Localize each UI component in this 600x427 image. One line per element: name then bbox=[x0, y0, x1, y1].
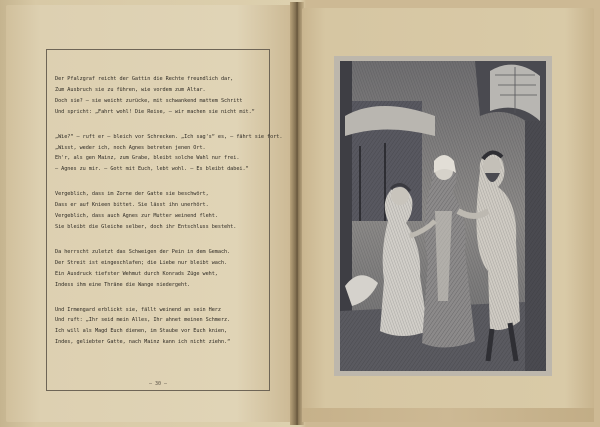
poem-line: Doch sie? — sie weicht zurücke, mit schwankend mattem Schritt bbox=[55, 97, 243, 104]
poem-line: Vergeblich, dass auch Agnes zur Mutter weinend fleht. bbox=[55, 213, 218, 220]
poem-line: Da herrscht zuletzt das Schweigen der Pein in dem Gemach. bbox=[55, 248, 231, 255]
poem-line: Und Irmengard erblickt sie, fällt weinend an sein Herz bbox=[55, 306, 221, 313]
right-page bbox=[302, 8, 594, 422]
left-page bbox=[6, 5, 294, 422]
poem-line: Ein Ausdruck tiefster Wehmut durch Konrads Züge weht, bbox=[55, 270, 218, 277]
poem-line: Vergeblich, dass im Zorne der Gatte sie beschwört, bbox=[55, 191, 209, 198]
poem-line: Und ruft: „Ihr seid mein Alles, Ihr ahnet meinen Schmerz. bbox=[55, 317, 231, 324]
stanza-5 bbox=[55, 305, 265, 349]
stanza-3 bbox=[55, 189, 265, 233]
poem-line: Eh'r, als gen Mainz, zum Grabe, bleibt solche Wahl nur frei. bbox=[55, 155, 240, 162]
poem-line: Der Streit ist eingeschlafen; die Liebe nur bleibt wach. bbox=[55, 259, 228, 266]
page-edge bbox=[302, 408, 594, 422]
text-frame bbox=[46, 49, 283, 391]
engraving-illustration bbox=[340, 61, 546, 371]
stanza-2 bbox=[55, 132, 283, 176]
stanza-1 bbox=[55, 74, 265, 118]
illustration-plate bbox=[334, 56, 552, 376]
stanza-4 bbox=[55, 247, 265, 291]
poem-line: Dass er auf Knieen bittet. Sie lässt ihn unerhört. bbox=[55, 202, 209, 209]
poem-line: Sie bleibt die Gleiche selber, doch ihr Entschluss besteht. bbox=[55, 223, 237, 230]
poem-line: Indess ihm eine Thräne die Wange niedergeht. bbox=[55, 281, 191, 288]
poem-line: „Wie?“ — ruft er — bleich vor Schrecken. „Ich sag's“ es, — fährt sie fort. bbox=[55, 133, 283, 140]
poem-text bbox=[55, 74, 283, 362]
poem-line: Ich will als Magd Euch dienen, im Staube vor Euch knien, bbox=[55, 328, 228, 335]
poem-line: Und spricht: „Fahrt wohl! Die Reise, — wir machen sie nicht mit.“ bbox=[55, 108, 255, 115]
poem-line: Zum Ausbruch sie zu führen, wie vordem zum Altar. bbox=[55, 86, 206, 93]
poem-line: Indes, geliebter Gatte, nach Mainz kann ich nicht ziehn.“ bbox=[55, 339, 231, 346]
page-number: — 30 — bbox=[148, 381, 168, 387]
poem-line: Der Pfalzgraf reicht der Gattin die Rechte freundlich dar, bbox=[55, 76, 234, 82]
poem-line: „Wisst, weder ich, noch Agnes betreten jenen Ort. bbox=[55, 144, 206, 151]
poem-line: — Agnes zu mir. — Gott mit Euch, lebt wohl. — Es bleibt dabei.“ bbox=[55, 166, 249, 173]
